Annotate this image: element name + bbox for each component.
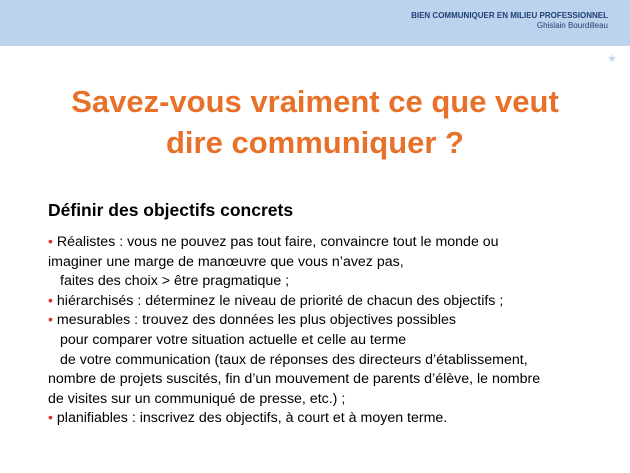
- bullet-icon: •: [48, 292, 53, 309]
- list-item-continuation: faites des choix > être pragmatique ;: [60, 273, 290, 290]
- author-name: Ghislain Bourdilleau: [536, 21, 608, 30]
- header-band: [0, 0, 630, 46]
- list-item-realistes: [48, 233, 623, 253]
- slide-title-line-1: Savez-vous vraiment ce que veut: [71, 84, 559, 119]
- bullet-text: hiérarchisés : déterminez le niveau de priorité de chacun des objectifs ;: [52, 292, 504, 309]
- star-icon: ★: [607, 53, 617, 65]
- slide-title: [0, 81, 630, 163]
- bullet-icon: •: [48, 410, 53, 427]
- list-item-planifiables: [48, 409, 623, 429]
- slide-title-line-2: dire communiquer ?: [166, 125, 464, 160]
- list-item-hierarchises: [48, 292, 623, 312]
- list-item-continuation: pour comparer votre situation actuelle et celle au terme: [60, 331, 407, 348]
- list-item-continuation: imaginer une marge de manœuvre que vous n’avez pas,: [48, 253, 404, 270]
- list-item-mesurables: [48, 311, 623, 331]
- bullet-icon: •: [48, 234, 53, 250]
- bullet-list: [48, 233, 623, 429]
- list-item-continuation: nombre de projets suscités, fin d’un mouvement de parents d’élève, le nombre: [48, 371, 541, 388]
- bullet-text: Réalistes : vous ne pouvez pas tout faire, convaincre tout le monde ou: [52, 234, 499, 250]
- bullet-text: mesurables : trouvez des données les plus objectives possibles: [52, 312, 456, 329]
- bullet-icon: •: [48, 312, 53, 329]
- list-item-continuation: de visites sur un communiqué de presse, etc.) ;: [48, 390, 346, 407]
- list-item-continuation: de votre communication (taux de réponses des directeurs d’établissement,: [60, 351, 528, 368]
- section-heading: Définir des objectifs concrets: [48, 200, 294, 220]
- presentation-title: BIEN COMMUNIQUER EN MILIEU PROFESSIONNEL: [411, 11, 608, 20]
- bullet-text: planifiables : inscrivez des objectifs, à court et à moyen terme.: [52, 410, 448, 427]
